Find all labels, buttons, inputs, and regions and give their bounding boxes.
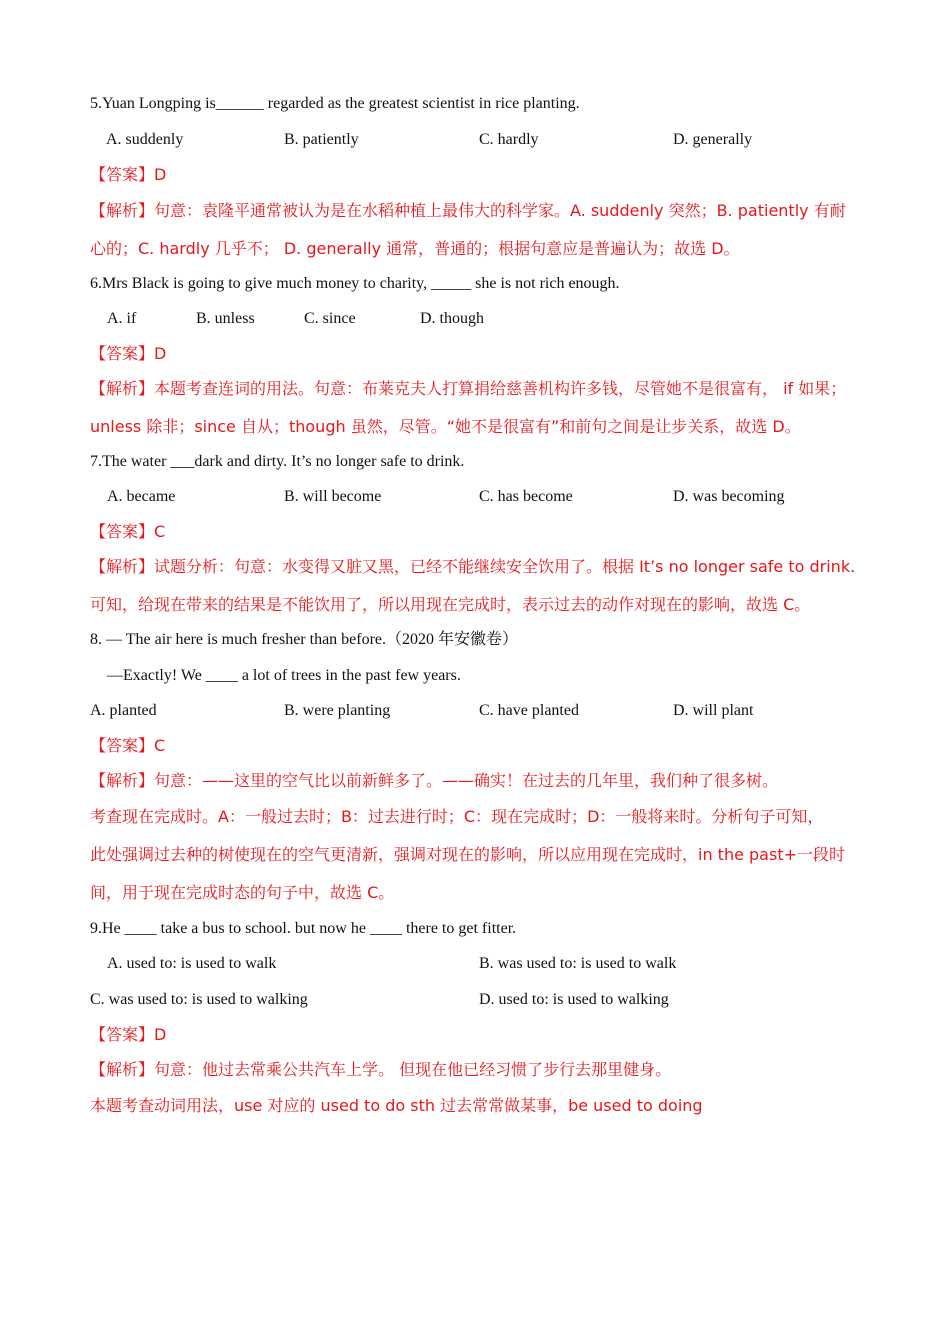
question-8-option-c: C. have planted (479, 702, 579, 719)
question-9-analysis-line-2: 本题考查动词用法，use 对应的 used to do sth 过去常常做某事，be used to doing (90, 1096, 703, 1115)
question-6-analysis-line-2: unless 除非；since 自从；though 虽然，尽管。“她不是很富有”和前句之间是让步关系，故选 D。 (90, 417, 801, 436)
question-7-analysis-line-1: 【解析】试题分析：句意：水变得又脏又黑，已经不能继续安全饮用了。根据 It’s no longer safe to drink. (90, 557, 856, 576)
question-5-option-d: D. generally (673, 131, 753, 148)
question-8-analysis-line-4: 间，用于现在完成时态的句子中，故选 C。 (90, 883, 395, 902)
question-6-option-a: A. if (107, 310, 137, 327)
question-8-option-a: A. planted (90, 702, 157, 719)
question-6-stem: 6.Mrs Black is going to give much money to charity, _____ she is not rich enough. (90, 275, 620, 292)
question-6-option-c: C. since (304, 310, 356, 327)
question-8-analysis-line-3: 此处强调过去种的树使现在的空气更清新，强调对现在的影响，所以应用现在完成时，in the past+一段时 (90, 845, 845, 864)
question-5-option-c: C. hardly (479, 131, 539, 148)
question-8-analysis-line-1: 【解析】句意：——这里的空气比以前新鲜多了。——确实！在过去的几年里，我们种了很多树。 (90, 771, 779, 790)
question-9-answer: 【答案】D (90, 1025, 167, 1044)
question-5-analysis-line-2: 心的；C. hardly 几乎不； D. generally 通常，普通的；根据句意应是普遍认为；故选 D。 (90, 239, 740, 258)
question-8-stem-reply: —Exactly! We ____ a lot of trees in the past few years. (107, 667, 461, 684)
question-8-option-d: D. will plant (673, 702, 754, 719)
question-7-answer: 【答案】C (90, 522, 166, 541)
question-9-option-d: D. used to: is used to walking (479, 991, 669, 1008)
question-6-option-d: D. though (420, 310, 484, 327)
question-7-option-d: D. was becoming (673, 488, 785, 505)
question-9-stem: 9.He ____ take a bus to school. but now he ____ there to get fitter. (90, 920, 517, 937)
question-5-option-a: A. suddenly (106, 131, 184, 148)
question-7-option-a: A. became (107, 488, 176, 505)
question-7-option-b: B. will become (284, 488, 382, 505)
question-9-option-b: B. was used to: is used to walk (479, 955, 677, 972)
question-9-option-c: C. was used to: is used to walking (90, 991, 308, 1008)
question-8-analysis-line-2: 考查现在完成时。A：一般过去时；B：过去进行时；C：现在完成时；D：一般将来时。分析句子可知， (90, 807, 824, 826)
question-8-option-b: B. were planting (284, 702, 391, 719)
question-7-stem: 7.The water ___dark and dirty. It’s no longer safe to drink. (90, 453, 465, 470)
question-5-answer: 【答案】D (90, 165, 167, 184)
question-9-analysis-line-1: 【解析】句意：他过去常乘公共汽车上学。 但现在他已经习惯了步行去那里健身。 (90, 1060, 672, 1079)
question-6-analysis-line-1: 【解析】本题考查连词的用法。句意：布莱克夫人打算捐给慈善机构许多钱，尽管她不是很富有， if 如果； (90, 379, 847, 398)
question-6-answer: 【答案】D (90, 344, 167, 363)
question-9-option-a: A. used to: is used to walk (107, 955, 277, 972)
question-8-stem: 8. — The air here is much fresher than before.（2020 年安徽卷） (90, 631, 519, 648)
question-5-analysis-line-1: 【解析】句意：袁隆平通常被认为是在水稻种植上最伟大的科学家。A. suddenly 突然；B. patiently 有耐 (90, 201, 846, 220)
question-6-option-b: B. unless (196, 310, 255, 327)
question-5-option-b: B. patiently (284, 131, 359, 148)
question-8-answer: 【答案】C (90, 736, 166, 755)
question-7-analysis-line-2: 可知，给现在带来的结果是不能饮用了，所以用现在完成时，表示过去的动作对现在的影响，故选 C。 (90, 595, 811, 614)
question-7-option-c: C. has become (479, 488, 573, 505)
question-5-stem: 5.Yuan Longping is______ regarded as the greatest scientist in rice planting. (90, 95, 580, 112)
